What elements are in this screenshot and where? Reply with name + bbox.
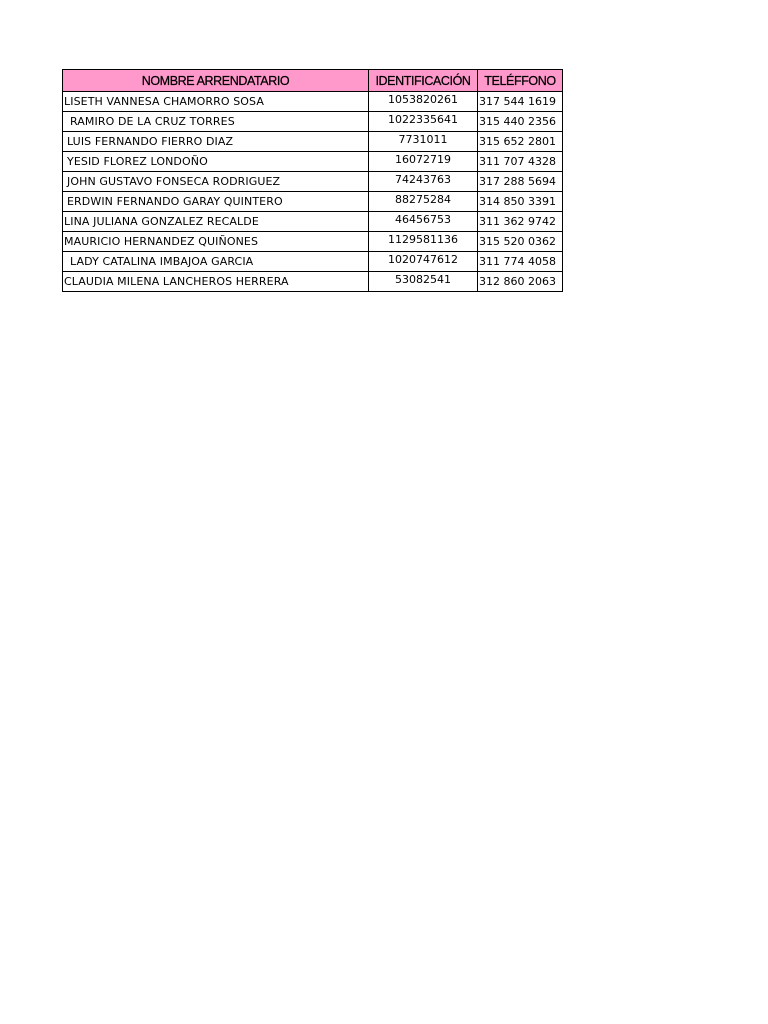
- cell-phone: 311 774 4058: [478, 252, 563, 272]
- header-identification: IDENTIFICACIÓN: [369, 70, 478, 92]
- header-name: NOMBRE ARRENDATARIO: [63, 70, 369, 92]
- cell-phone: 311 362 9742: [478, 212, 563, 232]
- table-row: [63, 132, 563, 152]
- cell-phone: 315 652 2801: [478, 132, 563, 152]
- header-phone: TELÉFFONO: [478, 70, 563, 92]
- table-row: [63, 212, 563, 232]
- tenant-table: [62, 69, 563, 292]
- table-row: [63, 272, 563, 292]
- cell-phone: 317 288 5694: [478, 172, 563, 192]
- table-row: [63, 92, 563, 112]
- cell-identification: 1053820261: [369, 92, 478, 112]
- cell-identification: 88275284: [369, 192, 478, 212]
- table-row: [63, 112, 563, 132]
- table-row: [63, 172, 563, 192]
- cell-name: RAMIRO DE LA CRUZ TORRES: [63, 112, 369, 132]
- cell-name: LADY CATALINA IMBAJOA GARCIA: [63, 252, 369, 272]
- cell-identification: 74243763: [369, 172, 478, 192]
- cell-identification: 1020747612: [369, 252, 478, 272]
- table-row: [63, 232, 563, 252]
- cell-identification: 46456753: [369, 212, 478, 232]
- cell-identification: 7731011: [369, 132, 478, 152]
- cell-name: LUIS FERNANDO FIERRO DIAZ: [63, 132, 369, 152]
- cell-identification: 53082541: [369, 272, 478, 292]
- cell-phone: 317 544 1619: [478, 92, 563, 112]
- cell-phone: 311 707 4328: [478, 152, 563, 172]
- cell-identification: 1022335641: [369, 112, 478, 132]
- cell-name: CLAUDIA MILENA LANCHEROS HERRERA: [63, 272, 369, 292]
- table-row: [63, 252, 563, 272]
- cell-name: YESID FLOREZ LONDOÑO: [63, 152, 369, 172]
- cell-name: LINA JULIANA GONZALEZ RECALDE: [63, 212, 369, 232]
- cell-phone: 315 520 0362: [478, 232, 563, 252]
- cell-name: MAURICIO HERNANDEZ QUIÑONES: [63, 232, 369, 252]
- table-row: [63, 192, 563, 212]
- cell-phone: 312 860 2063: [478, 272, 563, 292]
- table-row: [63, 152, 563, 172]
- cell-phone: 314 850 3391: [478, 192, 563, 212]
- cell-phone: 315 440 2356: [478, 112, 563, 132]
- cell-name: ERDWIN FERNANDO GARAY QUINTERO: [63, 192, 369, 212]
- tenant-sheet: [62, 69, 563, 292]
- cell-identification: 1129581136: [369, 232, 478, 252]
- header-row: [63, 70, 563, 92]
- cell-identification: 16072719: [369, 152, 478, 172]
- cell-name: JOHN GUSTAVO FONSECA RODRIGUEZ: [63, 172, 369, 192]
- cell-name: LISETH VANNESA CHAMORRO SOSA: [63, 92, 369, 112]
